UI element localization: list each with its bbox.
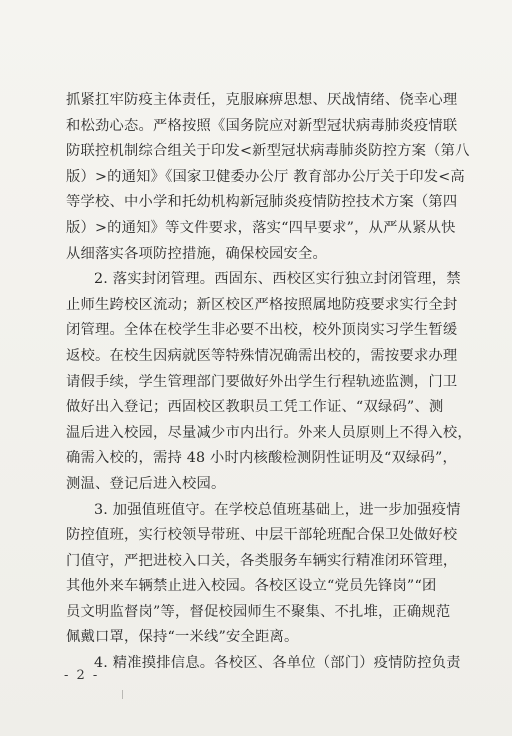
text-line: 止师生跨校区流动；新区校区严格按照属地防疫要求实行全封 <box>66 296 458 313</box>
text-line: 版）>的通知》《国家卫健委办公厅 教育部办公厅关于印发<高 <box>66 168 465 185</box>
paragraph-start-line: 3. 加强值班值守。在学校总值班基础上，进一步加强疫情 <box>94 501 461 518</box>
body-text <box>66 88 472 677</box>
text-line: 做好出入登记；西固校区教职员工凭工作证、“双绿码”、测 <box>66 399 444 416</box>
text-line: 闭管理。全体在校学生非必要不出校，校外顶岗实习学生暂缓 <box>66 322 458 339</box>
text-line: 抓紧扛牢防疫主体责任，克服麻痹思想、厌战情绪、侥幸心理 <box>66 92 458 108</box>
text-line: 其他外来车辆禁止进入校园。各校区设立“党员先锋岗”“团 <box>66 578 437 595</box>
text-line: 确需入校的，需持 48 小时内核酸检测阴性证明及“双绿码”， <box>66 450 458 467</box>
text-line: 等学校、中小学和托幼机构新冠肺炎疫情防控技术方案（第四 <box>66 194 458 211</box>
paragraph-start-line: 2. 落实封闭管理。西固东、西校区实行独立封闭管理，禁 <box>94 271 461 288</box>
text-line: 员文明监督岗”等，督促校园师生不聚集、不扎堆，正确规范 <box>66 603 451 620</box>
text-line: 和松劲心态。严格按照《国务院应对新型冠状病毒肺炎疫情联 <box>66 117 458 134</box>
text-line: 防控值班，实行校领导带班、中层干部轮班配合保卫处做好校 <box>66 527 458 544</box>
text-line: 从细落实各项防控措施，确保校园安全。 <box>66 245 327 262</box>
text-line: 测温、登记后进入校园。 <box>66 475 226 492</box>
text-line: 温后进入校园，尽量减少市内出行。外来人员原则上不得入校， <box>66 424 472 441</box>
scan-mark <box>122 690 123 699</box>
text-line: 返校。在校生因病就医等特殊情况确需出校的，需按要求办理 <box>66 347 458 364</box>
text-line: 请假手续，学生管理部门要做好外出学生行程轨迹监测，门卫 <box>66 373 458 390</box>
text-line: 门值守，严把进校入口关，各类服务车辆实行精准闭环管理， <box>66 552 458 569</box>
text-line: 版）>的通知》等文件要求，落实“四早要求”，从严从紧从快 <box>66 219 456 236</box>
paragraph-start-line: 4. 精准摸排信息。各校区、各单位（部门）疫情防控负责 <box>94 655 461 672</box>
page-number: - 2 - <box>64 668 100 683</box>
text-line: 佩戴口罩，保持“一米线”安全距离。 <box>66 629 299 646</box>
text-line: 防联控机制综合组关于印发<新型冠状病毒肺炎防控方案（第八 <box>66 143 470 160</box>
